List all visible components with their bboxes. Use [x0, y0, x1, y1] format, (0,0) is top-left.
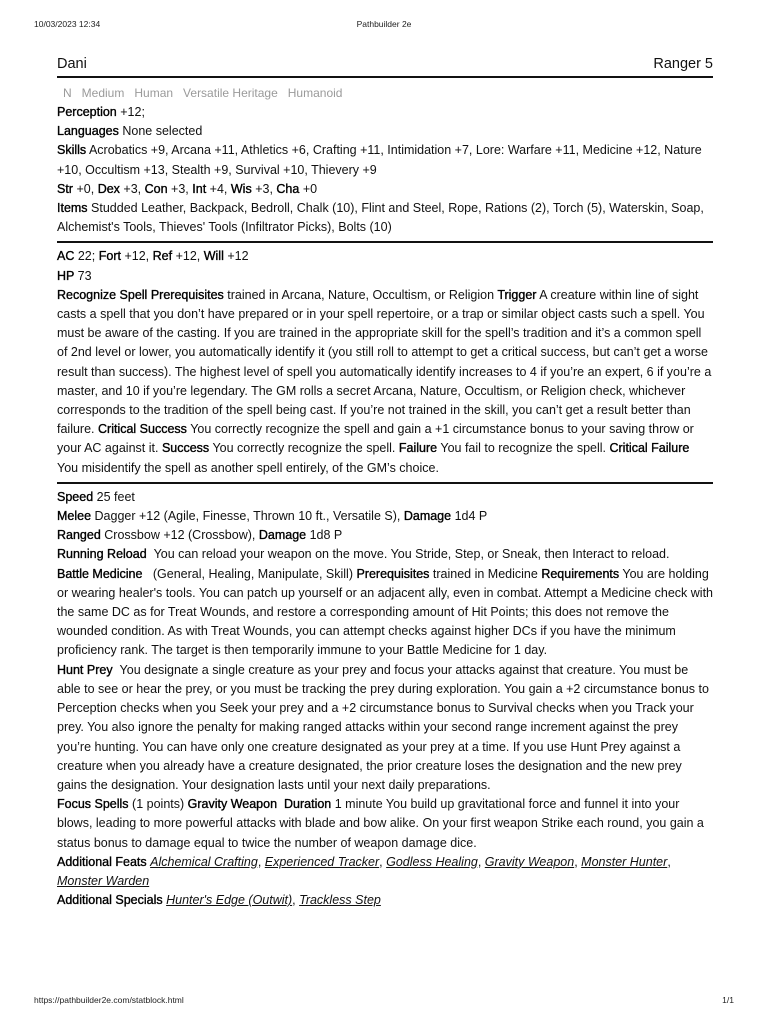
battle-medicine-text: You are holding or wearing healer's tools. You can patch up yourself or an adjacent ally, even in combat. Attempt a Medicine check with the same DC as for Treat Wounds, and restore a corresponding amount of Hit Points; this does not remove the wounded condition. As with Treat Wounds, you can attempt checks against higher DCs if you have the minimum proficiency rank. The target is then temporarily immune to your Battle Medicine for 1 day. [57, 566, 713, 658]
recognize-spell-crit-failure: You misidentify the spell as another spell entirely, of the GM’s choice. [57, 460, 439, 475]
print-page-number: 1/1 [722, 995, 734, 1005]
print-datetime: 10/03/2023 12:34 [34, 19, 101, 29]
ranged-value: Crossbow +12 (Crossbow), [104, 528, 256, 543]
ability-wis-label: Wis [230, 181, 252, 196]
speed-label: Speed [57, 489, 94, 504]
section-divider [57, 482, 713, 484]
battle-medicine-prereq-label: Prerequisites [356, 566, 430, 581]
fort-label: Fort [98, 249, 121, 264]
fort-value: +12, [124, 249, 150, 264]
hunt-prey-text: You designate a single creature as your prey and focus your attacks against that creature. You must be able to see or hear the prey, or you must be tracking the prey during exploration. You gain a +2 circumstance bonus to Perception checks when you Seek your prey and a +2 circumstance bonus to Survival checks when you Track your prey. You also ignore the penalty for making ranged attacks within your second range increment against the prey you’re hunting. You can have only one creature designated as your prey at a time. If you use Hunt Prey against a creature when you already have a creature designated, the prior creature loses the designation and the new prey gains the designation. Your designation lasts until your next daily preparations. [57, 662, 709, 792]
battle-medicine-req-label: Requirements [541, 566, 620, 581]
ability-int-value: +4, [209, 181, 228, 196]
running-reload-name: Running Reload [57, 547, 147, 562]
trait-ancestry: Human [134, 86, 174, 100]
recognize-spell-crit-failure-label: Critical Failure [609, 441, 690, 456]
ranged-damage: 1d8 P [309, 528, 343, 543]
hunt-prey-name: Hunt Prey [57, 662, 113, 677]
will-value: +12 [227, 249, 249, 264]
items-label: Items [57, 201, 88, 216]
recognize-spell-trigger: A creature within line of sight casts a spell that you don’t have prepared or in your spell repertoire, or a trap or similar object casts such a spell. You must be aware of the casting. If you are trained in the appropriate skill for the spell’s tradition and it’s a common spell of 2nd level or lower, you automatically identify it (you still roll to attempt to get a critical success, but can’t get a worse result than success). The highest level of spell you automatically identify increases to 4 if you’re an expert, 6 if you’re a master, and 10 if you’re legendary. The GM rolls a secret Arcana, Nature, Occultism, or Religion check, whichever corresponds to the tradition of the spell being cast. If you’re not trained in the skill, you can’t get a result better than failure. [57, 287, 712, 437]
additional-specials-label: Additional Specials [57, 893, 163, 908]
character-class-level: Ranger 5 [653, 56, 713, 72]
trait-size: Medium [81, 86, 125, 100]
focus-spells-block [57, 795, 713, 853]
recognize-spell-success: You correctly recognize the spell. [212, 441, 396, 456]
ranged-line [57, 526, 713, 545]
recognize-spell-prereq-label: Prerequisites [150, 287, 224, 302]
feat-link-experienced-tracker[interactable]: Experienced Tracker [264, 854, 380, 869]
speed-value: 25 feet [96, 489, 135, 504]
statblock [57, 54, 713, 910]
ranged-damage-label: Damage [258, 528, 307, 543]
additional-feats-line: Additional Feats Alchemical Crafting, Experienced Tracker, Godless Healing, Gravity Weapon, Monster Hunter, Monster Warden [57, 854, 671, 888]
hp-line [57, 267, 713, 286]
ability-str-label: Str [57, 181, 73, 196]
ability-str-value: +0, [76, 181, 95, 196]
special-link-hunters-edge[interactable]: Hunter's Edge (Outwit) [166, 893, 293, 908]
ability-con-value: +3, [171, 181, 189, 196]
recognize-spell-name: Recognize Spell [57, 287, 148, 302]
skills-label: Skills [57, 143, 87, 158]
recognize-spell-trigger-label: Trigger [497, 287, 537, 302]
ability-dex-label: Dex [97, 181, 120, 196]
ability-wis-value: +3, [255, 181, 273, 196]
defense-line [57, 247, 713, 266]
battle-medicine-traits: (General, Healing, Manipulate, Skill) [152, 566, 353, 581]
print-url: https://pathbuilder2e.com/statblock.html [34, 995, 184, 1005]
section-divider [57, 241, 713, 243]
ability-con-label: Con [144, 181, 168, 196]
recognize-spell-block [57, 286, 713, 478]
trait-heritage: Versatile Heritage [183, 86, 278, 100]
ability-cha-label: Cha [276, 181, 300, 196]
melee-damage-label: Damage [403, 509, 452, 524]
skills-value: Acrobatics +9, Arcana +11, Athletics +6, Crafting +11, Intimidation +7, Lore: Warfare +11, Medicine +12, Nature +10, Occultism +13, Stealth +9, Survival +10, Thievery +9 [57, 143, 702, 177]
ranged-label: Ranged [57, 528, 101, 543]
ability-dex-value: +3, [123, 181, 142, 196]
trait-list [57, 78, 713, 103]
ref-value: +12, [175, 249, 201, 264]
statblock-title-row [57, 54, 713, 78]
trait-type: Humanoid [287, 86, 343, 100]
recognize-spell-failure-label: Failure [398, 441, 438, 456]
recognize-spell-prereq: trained in Arcana, Nature, Occultism, or Religion [227, 287, 495, 302]
perception-label: Perception [57, 105, 117, 119]
ability-int-label: Int [192, 181, 207, 196]
running-reload-text: You can reload your weapon on the move. You Stride, Step, or Sneak, then Interact to reload. [153, 547, 670, 562]
recognize-spell-crit-success-label: Critical Success [98, 422, 187, 437]
items-line [57, 199, 713, 237]
running-reload-block [57, 545, 713, 564]
additional-specials-line: Additional Specials Hunter's Edge (Outwit), Trackless Step [57, 893, 381, 908]
feat-link-monster-hunter[interactable]: Monster Hunter [581, 854, 668, 869]
recognize-spell-success-label: Success [161, 441, 210, 456]
battle-medicine-name: Battle Medicine [57, 566, 143, 581]
focus-spell-name: Gravity Weapon [187, 797, 278, 812]
hp-label: HP [57, 268, 75, 283]
feat-link-godless-healing[interactable]: Godless Healing [386, 854, 478, 869]
feat-link-alchemical-crafting[interactable]: Alchemical Crafting [150, 854, 258, 869]
languages-line [57, 122, 713, 141]
hp-value: 73 [77, 268, 92, 283]
focus-spell-duration-label: Duration [284, 797, 332, 812]
ac-label: AC [57, 249, 75, 264]
perception-value: +12; [120, 105, 145, 119]
recognize-spell-failure: You fail to recognize the spell. [440, 441, 606, 456]
special-link-trackless-step[interactable]: Trackless Step [299, 893, 381, 908]
battle-medicine-block [57, 565, 713, 661]
additional-feats-label: Additional Feats [57, 854, 147, 869]
ac-value: 22; [77, 249, 96, 264]
print-title: Pathbuilder 2e [356, 19, 412, 29]
skills-line [57, 141, 713, 179]
focus-spell-text: 1 minute You build up gravitational force and funnel it into your blows, leading to more powerful attacks with blade and bow alike. On your first weapon Strike each round, you gain a status bonus to damage equal to twice the number of weapon damage dice. [57, 797, 704, 850]
focus-spells-points: (1 points) [132, 797, 185, 812]
focus-spells-label: Focus Spells [57, 797, 129, 812]
recognize-spell-crit-success: You correctly recognize the spell and gain a +1 circumstance bonus to your saving throw or your AC against it. [57, 422, 694, 456]
items-value: Studded Leather, Backpack, Bedroll, Chalk (10), Flint and Steel, Rope, Rations (2), Torch (5), Waterskin, Soap, Alchemist's Tools, Thieves' Tools (Infiltrator Picks), Bolts (10) [57, 201, 704, 235]
feat-link-gravity-weapon[interactable]: Gravity Weapon [484, 854, 575, 869]
perception-line [57, 103, 713, 122]
will-label: Will [203, 249, 224, 264]
ability-cha-value: +0 [302, 181, 318, 196]
speed-line [57, 488, 713, 507]
abilities-line [57, 180, 713, 199]
battle-medicine-prereq: trained in Medicine [432, 566, 538, 581]
languages-label: Languages [57, 124, 119, 139]
melee-damage: 1d4 P [454, 509, 488, 524]
melee-label: Melee [57, 509, 92, 524]
melee-line [57, 507, 713, 526]
hunt-prey-block [57, 661, 713, 795]
print-header [34, 19, 734, 29]
melee-value: Dagger +12 (Agile, Finesse, Thrown 10 ft., Versatile S), [94, 509, 401, 524]
ref-label: Ref [152, 249, 173, 264]
print-footer [34, 995, 734, 1005]
feat-link-monster-warden[interactable]: Monster Warden [57, 873, 150, 888]
languages-value: None selected [122, 124, 203, 139]
trait-alignment: N [63, 86, 72, 100]
character-name: Dani [57, 56, 87, 72]
